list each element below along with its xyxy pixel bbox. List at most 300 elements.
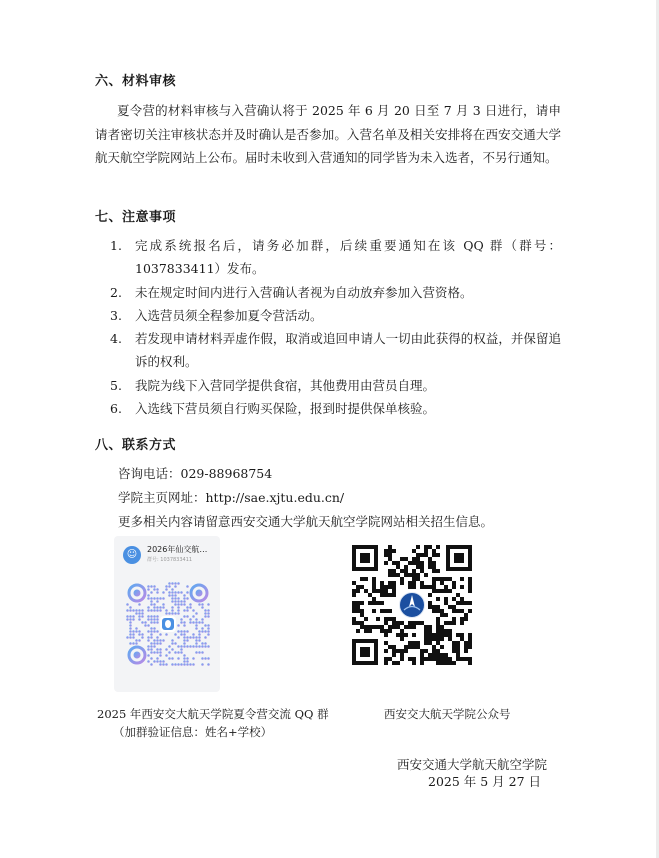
qr-module [456, 633, 460, 637]
qr-module [180, 630, 183, 633]
qr-module [129, 624, 132, 627]
qr-module [448, 633, 452, 637]
qr-module [404, 573, 408, 577]
qr-module [177, 582, 180, 585]
qr-module [432, 553, 436, 557]
qr-module [189, 636, 192, 639]
qr-module [468, 601, 472, 605]
qr-module [171, 609, 174, 612]
qr-module [171, 606, 174, 609]
qr-module [456, 593, 460, 597]
qr-module [428, 545, 432, 549]
qr-module [192, 621, 195, 624]
qr-module [432, 633, 436, 637]
qr-module [150, 597, 153, 600]
qr-module [138, 615, 141, 618]
qr-module [420, 553, 424, 557]
qr-module [384, 617, 388, 621]
qr-module [384, 633, 388, 637]
qr-module [138, 630, 141, 633]
qr-module [456, 609, 460, 613]
qr-module [147, 630, 150, 633]
section-6-title: 六、材料审核 [95, 74, 177, 89]
qr-module [372, 597, 376, 601]
qr-module [400, 649, 404, 653]
qr-module [400, 657, 404, 661]
qr-module [150, 642, 153, 645]
qr-module [424, 649, 428, 653]
qr-module [428, 561, 432, 565]
qr-module [180, 633, 183, 636]
qr-module [452, 621, 456, 625]
qr-module [428, 565, 432, 569]
qr-module [460, 609, 464, 613]
qr-module [129, 609, 132, 612]
qr-module [204, 636, 207, 639]
qr-module [159, 597, 162, 600]
qr-module [168, 594, 171, 597]
qr-module [156, 600, 159, 603]
qr-module [460, 657, 464, 661]
qr-module [392, 589, 396, 593]
qr-module [153, 585, 156, 588]
qr-module [150, 603, 153, 606]
qr-module [135, 639, 138, 642]
qr-module [360, 609, 364, 613]
qr-module [360, 577, 364, 581]
qr-module [460, 577, 464, 581]
qr-module [201, 603, 204, 606]
qr-module [183, 660, 186, 663]
qr-module [468, 609, 472, 613]
qr-module [456, 601, 460, 605]
qr-module [135, 627, 138, 630]
qr-module [150, 585, 153, 588]
qr-module [412, 561, 416, 565]
qr-module [400, 577, 404, 581]
qr-module [156, 630, 159, 633]
qr-module [412, 557, 416, 561]
qr-module [192, 636, 195, 639]
list-number: 2. [110, 284, 122, 300]
qr-module [396, 625, 400, 629]
qr-module [150, 645, 153, 648]
qr-module [436, 637, 440, 641]
qr-module [138, 603, 141, 606]
user-avatar-icon: ☺ [123, 546, 141, 564]
qr-module [156, 597, 159, 600]
qr-module [372, 589, 376, 593]
qr-module [436, 609, 440, 613]
qr-module [171, 588, 174, 591]
qr-module [186, 636, 189, 639]
qr-module [432, 605, 436, 609]
qr-module [126, 618, 129, 621]
qr-module [436, 589, 440, 593]
qr-module [153, 645, 156, 648]
qr-module [384, 553, 388, 557]
qr-module [468, 577, 472, 581]
qr-module [204, 645, 207, 648]
qr-module [156, 651, 159, 654]
qr-module [195, 621, 198, 624]
qr-module [198, 639, 201, 642]
qr-module [156, 648, 159, 651]
qr-module [204, 609, 207, 612]
qr-module [408, 585, 412, 589]
qr-module [452, 661, 456, 665]
qr-module [468, 637, 472, 641]
qr-module [201, 642, 204, 645]
qr-module [150, 663, 153, 666]
qr-module [380, 625, 384, 629]
qq-group-card [114, 536, 220, 692]
qr-module [132, 615, 135, 618]
qr-module [412, 585, 416, 589]
qr-module [436, 545, 440, 549]
qr-module [165, 648, 168, 651]
list-number: 5. [110, 377, 122, 393]
qr-module [153, 606, 156, 609]
list-item [95, 304, 561, 327]
qr-module [180, 600, 183, 603]
qr-module [412, 549, 416, 553]
qr-module [464, 645, 468, 649]
qr-module [198, 645, 201, 648]
qr-module [183, 597, 186, 600]
qr-module [195, 612, 198, 615]
qr-module [392, 569, 396, 573]
qr-module [186, 660, 189, 663]
qr-module [404, 649, 408, 653]
qr-module [180, 591, 183, 594]
qr-module [356, 629, 360, 633]
qr-module [420, 649, 424, 653]
qr-module [440, 653, 444, 657]
qr-module [356, 609, 360, 613]
qr-module [416, 641, 420, 645]
qr-module [416, 573, 420, 577]
qr-module [207, 657, 210, 660]
qr-module [156, 642, 159, 645]
qr-module [440, 637, 444, 641]
qr-module [356, 585, 360, 589]
qr-module [384, 649, 388, 653]
qr-module [384, 585, 388, 589]
qr-module [372, 585, 376, 589]
qr-module [159, 639, 162, 642]
qr-module [153, 609, 156, 612]
qr-module [440, 577, 444, 581]
qr-module [424, 657, 428, 661]
list-text: 入选营员须全程参加夏令营活动。 [135, 307, 323, 323]
qr-module [448, 637, 452, 641]
qr-module [416, 561, 420, 565]
qr-module [126, 609, 129, 612]
qr-module [153, 588, 156, 591]
qr-module [180, 618, 183, 621]
qr-module [412, 645, 416, 649]
qr-module [159, 633, 162, 636]
qr-module [408, 573, 412, 577]
qr-module [195, 636, 198, 639]
qr-module [174, 591, 177, 594]
qr-module [356, 601, 360, 605]
qr-module [132, 633, 135, 636]
qr-module [171, 648, 174, 651]
qr-module [388, 569, 392, 573]
qr-module [428, 629, 432, 633]
qr-module [460, 585, 464, 589]
qr-module [464, 649, 468, 653]
qr-module [174, 594, 177, 597]
list-text: 入选线下营员须自行购买保险，报到时提供保单核验。 [135, 401, 436, 417]
qr-module [452, 605, 456, 609]
qr-module [456, 653, 460, 657]
qr-module [198, 603, 201, 606]
qr-module [452, 585, 456, 589]
qr-module [368, 625, 372, 629]
qr-module [177, 612, 180, 615]
qr-module [150, 609, 153, 612]
qr-module [129, 627, 132, 630]
qr-module [444, 589, 448, 593]
qr-module [380, 593, 384, 597]
qr-module [424, 629, 428, 633]
qr-module [444, 633, 448, 637]
qr-module [388, 545, 392, 549]
qr-module [168, 645, 171, 648]
qr-module [177, 597, 180, 600]
qr-module [416, 565, 420, 569]
qr-module [448, 661, 452, 665]
qr-module [384, 593, 388, 597]
qr-module [186, 597, 189, 600]
qr-module [432, 569, 436, 573]
qr-module [364, 629, 368, 633]
qr-module [392, 653, 396, 657]
qr-module [456, 649, 460, 653]
qr-module [138, 609, 141, 612]
qr-module [380, 581, 384, 585]
qr-module [135, 609, 138, 612]
qr-module [384, 609, 388, 613]
qr-module [440, 581, 444, 585]
qr-module [452, 581, 456, 585]
qr-module [464, 657, 468, 661]
qr-module [156, 618, 159, 621]
qr-module [352, 609, 356, 613]
qr-module [153, 615, 156, 618]
qr-module [129, 630, 132, 633]
qr-module [440, 633, 444, 637]
qr-module [396, 561, 400, 565]
qq-caption-line2: （加群验证信息：姓名+学校） [113, 725, 273, 739]
qr-module [400, 629, 404, 633]
qr-module [384, 661, 388, 665]
qr-module [404, 645, 408, 649]
qr-module [177, 651, 180, 654]
qr-module [207, 645, 210, 648]
qr-module [436, 569, 440, 573]
qr-module [183, 645, 186, 648]
qr-module [352, 605, 356, 609]
qr-module [440, 625, 444, 629]
contact-more-info: 更多相关内容请留意西安交通大学航天航空学院网站相关招生信息。 [118, 514, 494, 529]
qr-module [412, 641, 416, 645]
qr-module [436, 657, 440, 661]
qr-module [424, 637, 428, 641]
qr-module [396, 633, 400, 637]
qr-module [147, 636, 150, 639]
qr-module [416, 553, 420, 557]
qr-module [380, 601, 384, 605]
qr-module [183, 615, 186, 618]
qr-module [416, 545, 420, 549]
qr-module [420, 653, 424, 657]
qr-module [186, 591, 189, 594]
qr-module [180, 663, 183, 666]
qr-module [388, 617, 392, 621]
qr-module [388, 593, 392, 597]
qr-module [412, 581, 416, 585]
qr-module [364, 589, 368, 593]
qr-module [168, 591, 171, 594]
qr-module [432, 585, 436, 589]
qr-module [368, 629, 372, 633]
qr-module [147, 597, 150, 600]
qr-module [468, 585, 472, 589]
qr-module [189, 606, 192, 609]
qr-module [424, 573, 428, 577]
qr-module [444, 653, 448, 657]
qr-module [147, 654, 150, 657]
list-item [95, 397, 561, 420]
qr-module [396, 565, 400, 569]
qr-module [460, 601, 464, 605]
qr-module [436, 553, 440, 557]
qr-module [177, 624, 180, 627]
qr-module [147, 645, 150, 648]
qr-module [174, 597, 177, 600]
qr-module [428, 633, 432, 637]
qr-module [168, 651, 171, 654]
qr-module [147, 585, 150, 588]
qr-module [177, 636, 180, 639]
qr-module [138, 639, 141, 642]
qr-module [147, 648, 150, 651]
qr-module [428, 585, 432, 589]
qr-module [420, 569, 424, 573]
qr-module [162, 603, 165, 606]
contact-website[interactable]: 学院主页网址：http://sae.xjtu.edu.cn/ [118, 490, 345, 505]
qr-module [201, 663, 204, 666]
qr-module [150, 621, 153, 624]
qr-module [186, 639, 189, 642]
qr-module [141, 612, 144, 615]
qr-module [432, 657, 436, 661]
qr-module [177, 591, 180, 594]
qr-module [416, 621, 420, 625]
qr-module [464, 641, 468, 645]
qr-module [162, 663, 165, 666]
qr-module [153, 621, 156, 624]
qr-module [150, 615, 153, 618]
qr-module [432, 565, 436, 569]
qr-module [432, 637, 436, 641]
qr-module [388, 549, 392, 553]
qr-module [183, 600, 186, 603]
qr-module [460, 621, 464, 625]
qr-module [356, 605, 360, 609]
qr-module [180, 645, 183, 648]
qr-module [189, 621, 192, 624]
qr-module [468, 657, 472, 661]
qr-module [400, 653, 404, 657]
qr-module [144, 621, 147, 624]
qr-module [171, 642, 174, 645]
qr-module [452, 641, 456, 645]
qr-module [412, 577, 416, 581]
qr-module [165, 663, 168, 666]
qr-module [129, 621, 132, 624]
qr-module [444, 657, 448, 661]
qr-module [360, 621, 364, 625]
qr-module [162, 606, 165, 609]
qr-module [384, 561, 388, 565]
qr-module [388, 629, 392, 633]
qr-module [400, 633, 404, 637]
qr-module [207, 612, 210, 615]
qr-module [186, 609, 189, 612]
qr-module [388, 657, 392, 661]
qr-module [444, 661, 448, 665]
qr-module [195, 618, 198, 621]
qr-module [204, 624, 207, 627]
qr-module [388, 573, 392, 577]
qr-module [400, 621, 404, 625]
list-text: 若发现申请材料弄虚作假，取消或追回申请人一切由此获得的权益，并保留追诉的权利。 [135, 331, 561, 370]
qr-module [195, 642, 198, 645]
qr-module [408, 561, 412, 565]
qr-module [192, 645, 195, 648]
qr-module [135, 630, 138, 633]
qr-module [408, 645, 412, 649]
qr-module [138, 612, 141, 615]
qr-module [352, 621, 356, 625]
section-6-paragraph: 夏令营的材料审核与入营确认将于 2025 年 6 月 20 日至 7 月 3 日进行，请申请者密切关注审核状态并及时确认是否参加。入营名单及相关安排将在西安交通大学航天航空学院网站上公布。届时未收到入营通知的同学皆为未入选者，不另行通知。 [95, 103, 561, 165]
qr-module [177, 600, 180, 603]
qr-module [159, 648, 162, 651]
qr-module [204, 612, 207, 615]
qq-caption-line1: 2025 年西安交大航天学院夏令营交流 QQ 群 [97, 707, 329, 721]
qr-module [424, 585, 428, 589]
qr-module [165, 609, 168, 612]
qr-module [201, 657, 204, 660]
qr-module [416, 577, 420, 581]
qr-module [432, 653, 436, 657]
signature-org: 西安交通大学航天航空学院 [397, 757, 548, 772]
qr-module [177, 609, 180, 612]
qr-module [372, 609, 376, 613]
qr-module [204, 642, 207, 645]
list-item [95, 374, 561, 397]
qr-module [126, 615, 129, 618]
qr-module [186, 615, 189, 618]
qr-module [183, 624, 186, 627]
qr-module [460, 637, 464, 641]
qr-module [192, 663, 195, 666]
